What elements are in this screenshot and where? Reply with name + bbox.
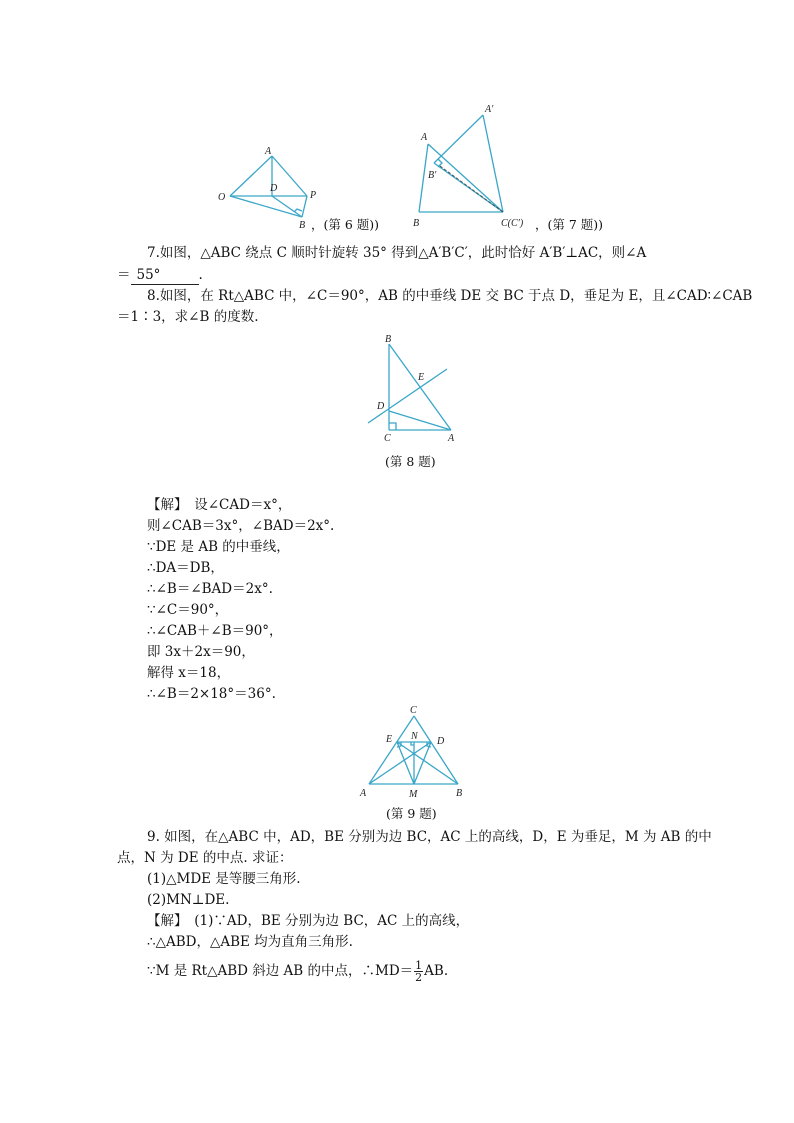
q9-solution-line-1: 【解】 (1)∵AD，BE 分别为边 BC，AC 上的高线， <box>147 913 470 929</box>
fig9-label-D: D <box>437 736 445 747</box>
q8-solution-line-5: ∴∠B＝∠BAD＝2x°. <box>147 581 273 597</box>
q7-answer: 55° <box>131 266 199 285</box>
fig6-label-B: B <box>299 220 306 231</box>
fig9-label-N: N <box>411 731 418 742</box>
q7-suffix: . <box>198 267 203 283</box>
fraction-denominator: 2 <box>415 971 423 984</box>
q8-solution-line-7: ∴∠CAB＋∠B＝90°， <box>147 623 283 639</box>
q9-solution-line-3-post: AB. <box>424 963 449 979</box>
fig7-caption: ，(第 7 题)) <box>535 217 604 232</box>
q8-solution-line-6: ∵∠C＝90°， <box>147 602 229 618</box>
fig8-label-E: E <box>418 372 425 383</box>
fig8-label-C: C <box>384 433 391 444</box>
fig6-label-D: D <box>270 183 278 194</box>
fig8-label-D: D <box>377 401 385 412</box>
fig6-label-O: O <box>218 192 226 203</box>
q9-solution-line-3-pre: ∵M 是 Rt△ABD 斜边 AB 的中点，∴MD＝ <box>147 963 414 979</box>
fig6-label-P: P <box>310 190 317 201</box>
fig9-label-E: E <box>386 734 393 745</box>
q8-solution-line-10: ∴∠B＝2×18°＝36°. <box>147 686 276 702</box>
q8-solution-line-4: ∴DA＝DB， <box>147 560 224 576</box>
fig7-label-B-prime: B′ <box>428 170 437 181</box>
fig6-caption: ，(第 6 题)) <box>311 217 380 232</box>
fig9-caption: (第 9 题) <box>386 806 437 821</box>
q8-solution-line-3: ∵DE 是 AB 的中垂线， <box>147 539 290 555</box>
q7-prefix: ＝ <box>117 267 131 283</box>
q8-line-1: 8.如图，在 Rt△ABC 中，∠C＝90°，AB 的中垂线 DE 交 BC 于点 D，垂足为 E，且∠CAD∶∠CAB <box>147 288 753 304</box>
fig9-label-M: M <box>409 789 418 800</box>
fig7-label-A: A <box>421 132 428 143</box>
q8-solution-line-8: 即 3x＋2x＝90， <box>147 644 255 660</box>
fig9-label-B: B <box>456 788 463 799</box>
fraction-one-half <box>414 960 423 983</box>
fig7-label-B: B <box>413 218 420 229</box>
q8-solution-line-1: 【解】 设∠CAD＝x°， <box>147 497 292 513</box>
q9-line-2: 点，N 为 DE 的中点. 求证： <box>117 850 293 866</box>
fig9-label-C: C <box>410 705 417 716</box>
fig9-label-A: A <box>360 788 367 799</box>
q8-solution-line-9: 解得 x＝18， <box>147 665 231 681</box>
fig7-label-C: C(C′) <box>501 218 524 229</box>
q8-solution-line-2: 则∠CAB＝3x°，∠BAD＝2x°. <box>147 518 335 534</box>
fig8-label-B: B <box>385 334 392 345</box>
q8-line-2: ＝1∶3，求∠B 的度数. <box>117 309 259 325</box>
q9-part-1: (1)△MDE 是等腰三角形. <box>147 871 301 887</box>
q9-solution-line-2: ∴△ABD，△ABE 均为直角三角形. <box>147 934 353 950</box>
fig8-caption: (第 8 题) <box>385 454 436 469</box>
fraction-numerator: 1 <box>415 959 423 972</box>
q9-line-1: 9. 如图，在△ABC 中，AD，BE 分别为边 BC，AC 上的高线，D，E 为垂足，M 为 AB 的中 <box>147 829 712 845</box>
q9-part-2: (2)MN⊥DE. <box>147 892 230 908</box>
fig6-label-A: A <box>265 146 272 157</box>
q9-solution-line-3 <box>147 960 448 983</box>
fig7-label-A-prime: A′ <box>485 104 494 115</box>
q7-line-1: 7.如图，△ABC 绕点 C 顺时针旋转 35° 得到△A′B′C′，此时恰好 A′B′⊥AC，则∠A <box>147 245 647 261</box>
fig8-label-A: A <box>448 433 455 444</box>
